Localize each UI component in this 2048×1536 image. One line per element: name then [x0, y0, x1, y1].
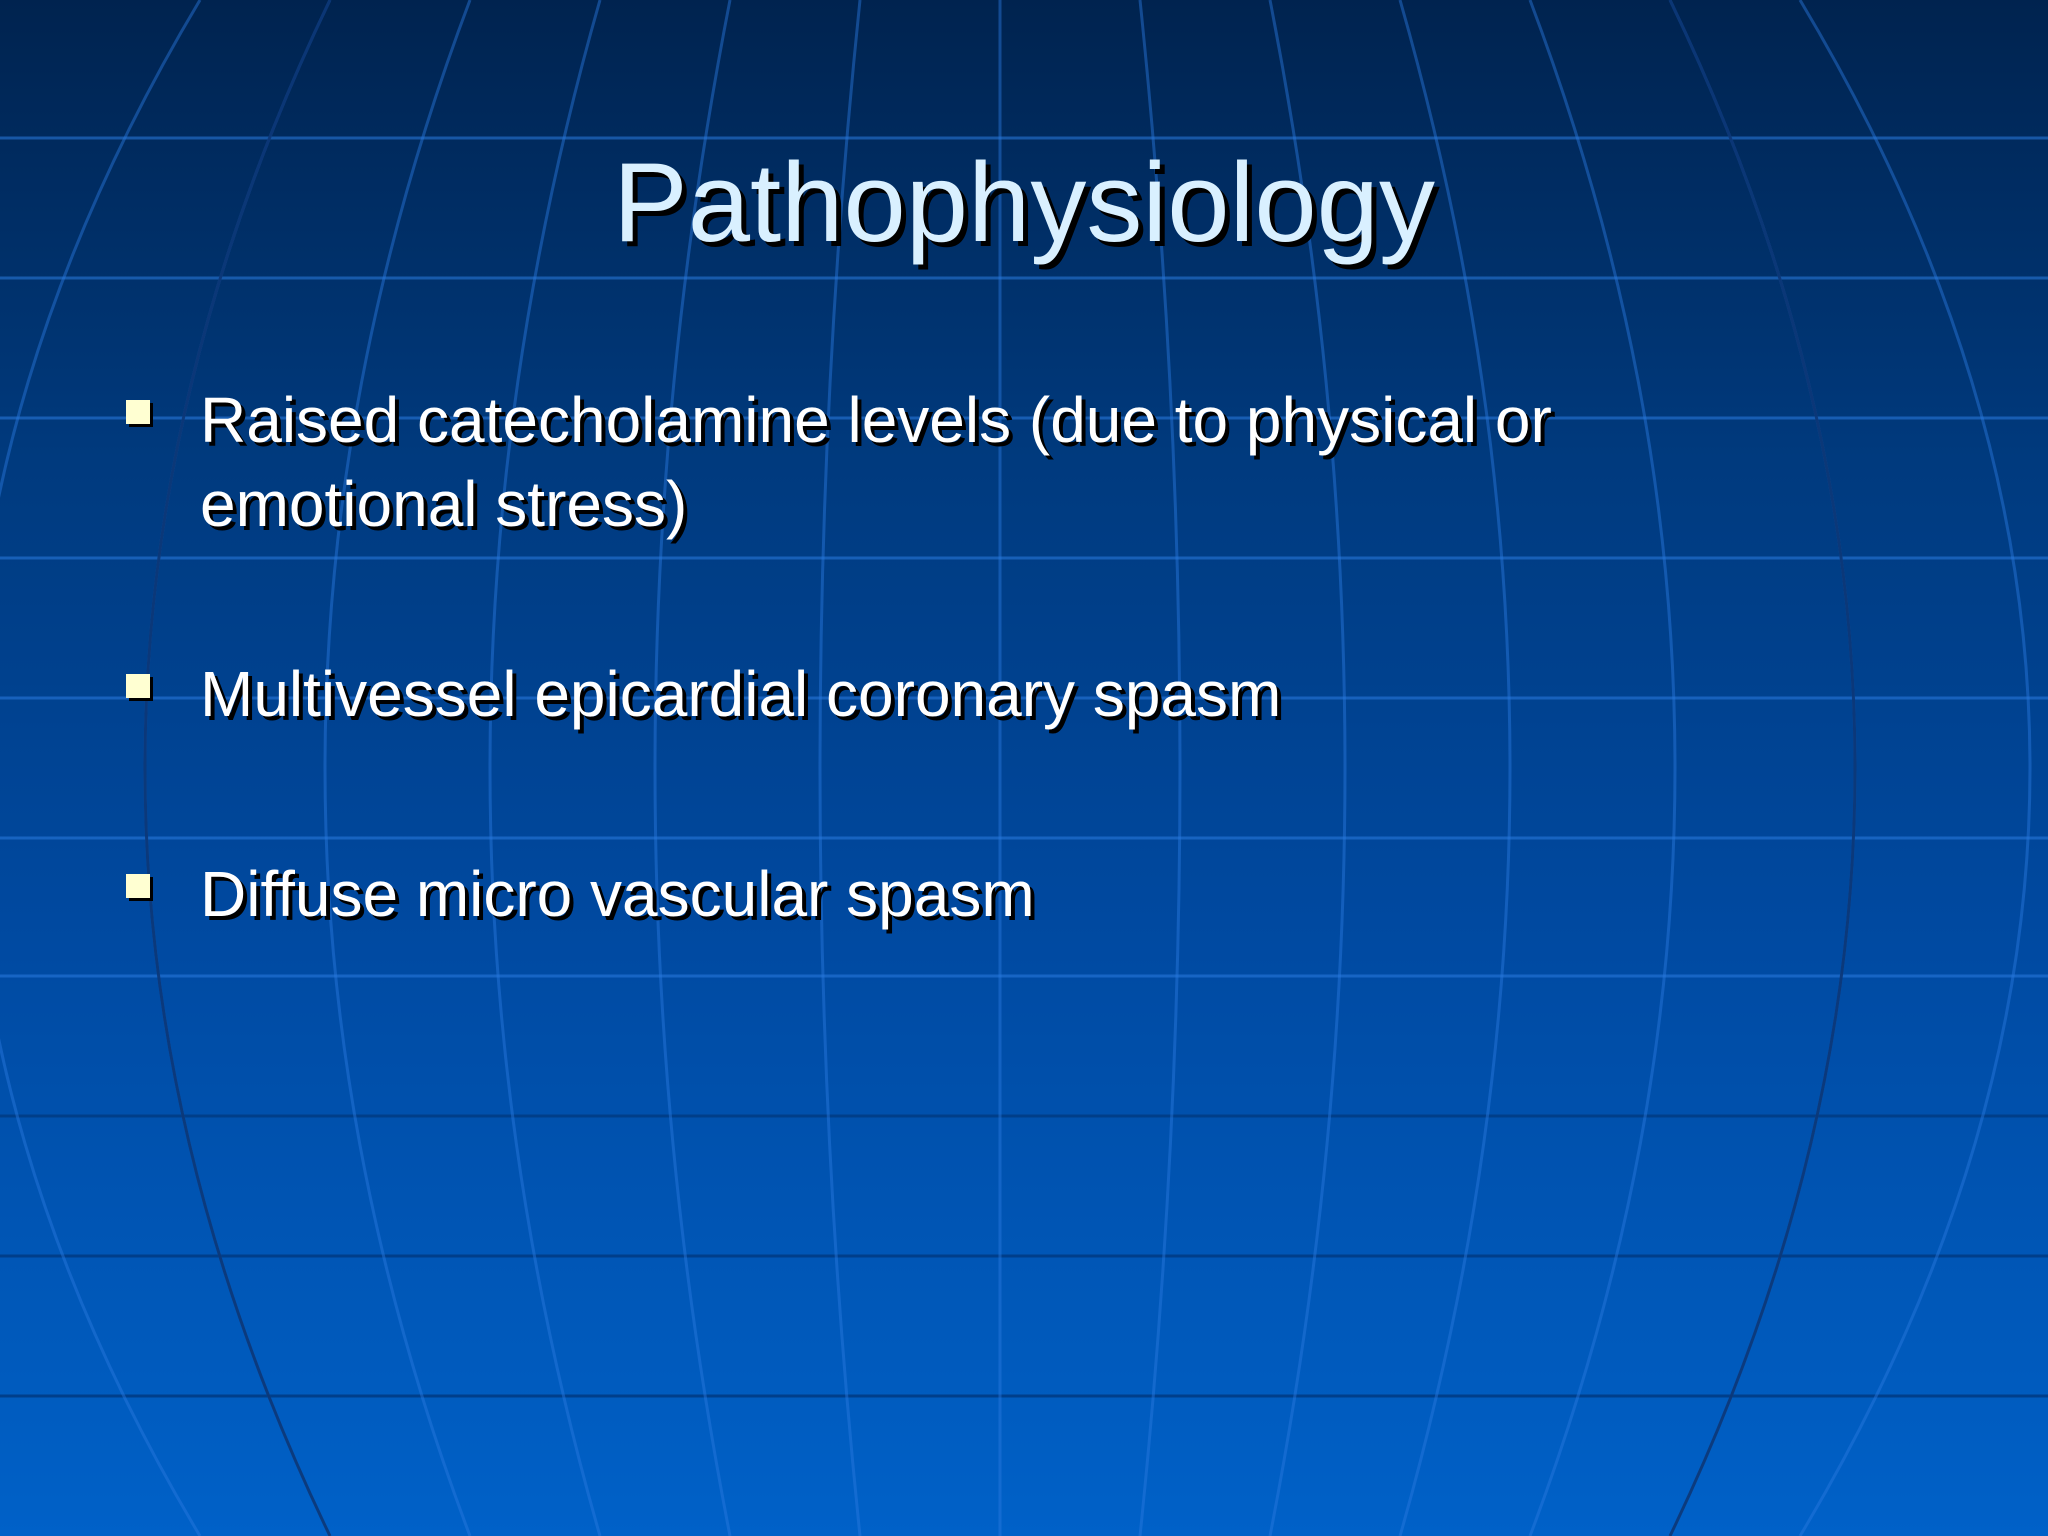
bullet-text-1 — [200, 378, 1760, 546]
bullet-text-2: Multivessel epicardial coronary spasm — [200, 658, 1282, 730]
bullet-text-1-line1: Raised catecholamine levels (due to physical or — [200, 384, 1552, 456]
slide-title: Pathophysiology — [613, 140, 1435, 265]
square-bullet-icon — [126, 674, 150, 698]
square-bullet-icon — [126, 874, 150, 898]
bullet-text-1-line2: emotional stress) — [200, 468, 688, 540]
square-bullet-icon — [126, 400, 150, 424]
bullet-text-3: Diffuse micro vascular spasm — [200, 858, 1035, 930]
